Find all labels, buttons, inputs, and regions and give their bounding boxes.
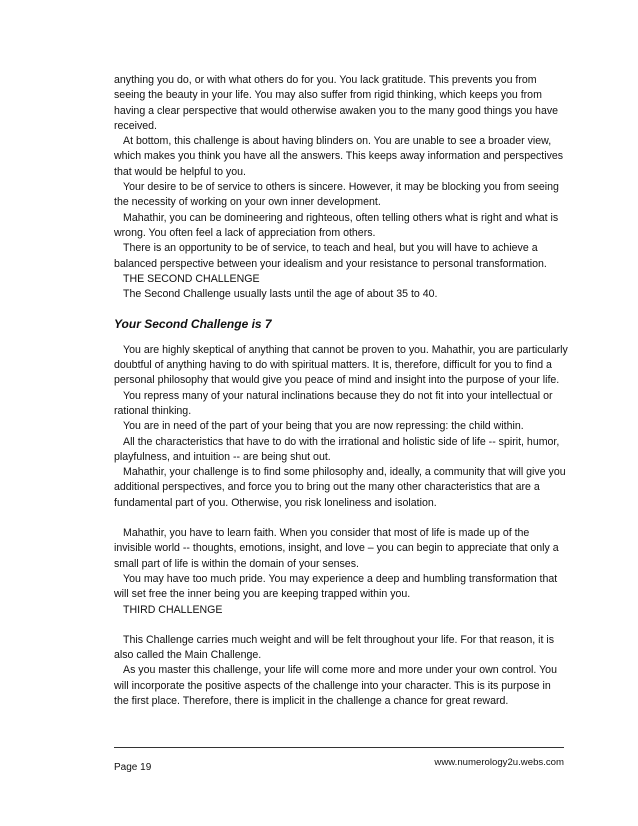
- paragraph: There is an opportunity to be of service, to teach and heal, but you will have to achieve a balanced perspective between your idealism and your resistance to personal transformation.: [114, 242, 547, 270]
- paragraph: You are highly skeptical of anything that cannot be proven to you. Mahathir, you are particularly doubtful of anything having to do with spiritual matters. It is, therefore, difficult for you to find a personal philosophy that would give you peace of mind and insight into the purpose of your life.: [114, 343, 568, 387]
- second-challenge-title: Your Second Challenge is 7: [114, 317, 272, 332]
- second-challenge-duration: The Second Challenge usually lasts until the age of about 35 to 40.: [123, 288, 438, 301]
- paragraph: You may have too much pride. You may experience a deep and humbling transformation that will set free the inner being you are keeping trapped within you.: [114, 572, 558, 601]
- paragraph: This Challenge carries much weight and will be felt throughout your life. For that reason, it is also called the Main Challenge.: [114, 633, 555, 662]
- paragraph: Mahathir, your challenge is to find some philosophy and, ideally, a community that will give you additional perspectives, and force you to bring out the many other characteristics that are a fundamental part of you. Otherwise, you risk loneliness and isolation.: [114, 466, 566, 509]
- paragraph: All the characteristics that have to do with the irrational and holistic side of life -- spirit, humor, playfulness, and intuition -- are being shut out.: [114, 435, 560, 463]
- paragraph: Your desire to be of service to others is sincere. However, it may be blocking you from seeing the necessity of working on your own inner development.: [114, 181, 559, 209]
- second-challenge-heading: THE SECOND CHALLENGE: [123, 272, 260, 285]
- page-body: [114, 73, 568, 709]
- paragraph: Mahathir, you have to learn faith. When you consider that most of life is made up of the invisible world -- thoughts, emotions, insight, and love – you can begin to appreciate that only a small part of life is within the domain of your senses.: [114, 527, 559, 570]
- paragraph: You are in need of the part of your being that you are now repressing: the child within.: [123, 420, 524, 433]
- third-challenge-heading: THIRD CHALLENGE: [123, 603, 223, 616]
- page-number: Page 19: [114, 762, 152, 773]
- footer-divider: [114, 747, 564, 748]
- paragraph: At bottom, this challenge is about having blinders on. You are unable to see a broader view, which makes you think you have all the answers. This keeps away information and perspectives that would be helpful to you.: [114, 135, 564, 178]
- paragraph: You repress many of your natural inclinations because they do not fit into your intellectual or rational thinking.: [114, 389, 553, 417]
- paragraph: anything you do, or with what others do for you. You lack gratitude. This prevents you from seeing the beauty in your life. You may also suffer from rigid thinking, which keeps you from having a clear perspective that would otherwise awaken you to the many good things you have received.: [114, 74, 559, 132]
- paragraph: As you master this challenge, your life will come more and more under your own control. You will incorporate the positive aspects of the challenge into your character. This is its purpose in the first place. Therefore, there is implicit in the challenge a chance for great reward.: [114, 664, 557, 707]
- paragraph: Mahathir, you can be domineering and righteous, often telling others what is right and what is wrong. You often feel a lack of appreciation from others.: [114, 211, 559, 239]
- footer-url: www.numerology2u.webs.com: [434, 757, 564, 768]
